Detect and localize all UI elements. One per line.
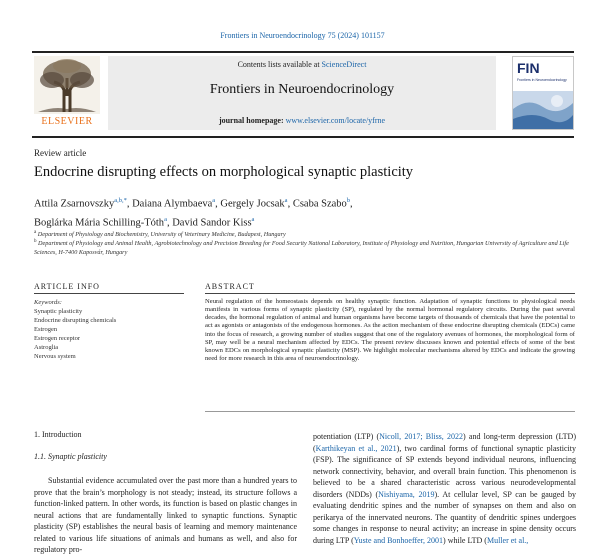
body-text: ), two cardinal forms of functional synaptic plasticity (FSP). The significance of SP extends beyond individual neurons, influencing network connectivity, behavior, and overall brain function. This phenomenon is believed to be a shared characteristic across various neurodevelopmental disorders (NDDs) ( (313, 443, 576, 499)
keyword-item: Astroglia (34, 344, 59, 351)
keyword-item: Endocrine disrupting chemicals (34, 317, 117, 324)
abstract-divider (205, 293, 575, 294)
affiliation-text: Department of Physiology and Biochemistry, University of Veterinary Medicine, Budapest, Hungary (37, 231, 286, 239)
body-text: ) and long-term depression (LTD) ( (313, 432, 576, 453)
abstract-text: Neural regulation of the homeostasis depends on healthy synaptic function. Adaptation of synaptic functions to physiological needs manifests in various forms of synaptic plasticity (SP), regulated by the normal hormonal regulatory circuits. During the past several decades, the hormonal regulation of animal and human organisms have become targets of thousands of chemicals that have the potential to act as agonists or antagonists of the endogenous hormones. As the action mechanism of these endocrine disrupting chemicals (EDCs) came into the focus of research, a growing number of studies suggest that one of the regulatory avenues of hormones, the morphological form of SP, may well be a neural mechanism affected by EDCs. The present review discusses known and potential effects of some of the best known EDCs on morphological synaptic plasticity (MSP). We highlight molecular mechanisms altered by EDCs and indicate the growing need for more research in this area of neuroendocrinology. (205, 298, 575, 363)
author-affiliation-mark[interactable]: a,b,* (114, 197, 127, 204)
author-affiliation-mark[interactable]: a (284, 197, 288, 204)
article-type: Review article (34, 148, 87, 158)
author-name[interactable]: Attila Zsarnovszky (34, 198, 115, 210)
affiliation-mark: b (34, 239, 37, 244)
header-bottom-divider (32, 136, 574, 138)
keyword-item: Nervous system (34, 353, 76, 360)
author-separator: , (126, 198, 133, 210)
citation-link[interactable]: Nicoll, 2017; Bliss, 2022 (379, 432, 464, 441)
author-list (34, 193, 574, 230)
citation-link[interactable]: Nishiyama, 2019 (378, 489, 435, 499)
journal-reference[interactable]: Frontiers in Neuroendocrinology 75 (2024) 101157 (220, 31, 385, 40)
article-title: Endocrine disrupting effects on morphological synaptic plasticity (34, 164, 414, 180)
body-text: ). At cellular level, SP can be gauged by evaluating dendritic spines and the number of synapses on them and also on perikarya of the innervated neurons. The quantity of dendritic spines undergoes some changes in response to neural activity; an increase in spine density occurs during LTP ( (313, 489, 576, 545)
author-name[interactable]: Boglárka Mária Schilling-Tóth (34, 217, 165, 228)
contents-prefix: Contents lists available at (237, 60, 322, 69)
affiliation-mark: a (34, 230, 37, 235)
contents-line (108, 60, 496, 69)
homepage-prefix: journal homepage: (218, 116, 286, 125)
keyword-item: Synaptic plasticity (34, 308, 83, 315)
author-affiliation-mark[interactable]: a (212, 197, 216, 204)
abstract-bottom-divider (205, 411, 575, 412)
journal-cover-image (513, 57, 573, 129)
section-heading-introduction: 1. Introduction (34, 430, 82, 439)
cover-abbrev: FIN (517, 60, 540, 76)
author-affiliation-mark[interactable]: b (346, 197, 351, 204)
elsevier-tree-icon (34, 56, 100, 114)
affiliation-b (34, 238, 574, 257)
journal-cover[interactable] (512, 56, 574, 130)
author-separator: , (166, 217, 173, 228)
author-affiliation-mark[interactable]: a (164, 215, 167, 223)
keywords-label: Keywords: (34, 299, 62, 306)
affiliation-text: Department of Physiology and Animal Health, Agrobiotechnology and Precision Breeding for Food Security National Laboratory, Institute of Physiology and Nutrition, Hungarian University of Agriculture and Life Sciences, H-7400 Kaposvár, Hungary (34, 240, 569, 256)
body-text-right-column (313, 431, 576, 546)
body-text: ) while LTD ( (443, 535, 487, 545)
subsection-heading: 1.1. Synaptic plasticity (34, 452, 107, 461)
cover-subtitle: Frontiers in Neuroendocrinology (517, 78, 567, 82)
sciencedirect-link[interactable]: ScienceDirect (321, 60, 367, 69)
author-affiliation-mark[interactable]: a (251, 215, 255, 223)
keyword-item: Estrogen (34, 326, 58, 333)
journal-homepage (108, 116, 496, 125)
citation-link[interactable]: Yuste and Bonhoeffer, 2001 (353, 535, 444, 545)
body-text-left-column: Substantial evidence accumulated over the past more than a hundred years to prove that the brain’s morphology is not steady; instead, its structure follows a function-linked pattern. In other words, its function is based on plastic changes in neural actions that are fundamentally linked to synaptic functions. Synaptic plasticity (SP) establishes the neural basis of learning and memory maintenance related to various life situations of animals and humans as well, and also for regulatory pro- (34, 476, 297, 554)
journal-title: Frontiers in Neuroendocrinology (209, 82, 395, 97)
keyword-item: Estrogen receptor (34, 335, 81, 342)
author-name[interactable]: Csaba Szabo (292, 198, 347, 210)
author-separator: , (215, 198, 221, 210)
article-info-divider (34, 293, 184, 294)
author-name[interactable]: Daiana Alymbaeva (132, 198, 213, 210)
header-divider (32, 51, 574, 53)
article-info-heading: ARTICLE INFO (34, 282, 100, 291)
publisher-name: ELSEVIER (41, 116, 93, 127)
citation-link[interactable]: Muller et al., (486, 535, 529, 545)
author-name[interactable]: David Sandor Kiss (172, 217, 252, 228)
citation-link[interactable]: Karthikeyan et al., 2021 (315, 443, 397, 453)
author-separator: , (350, 198, 353, 210)
author-separator: , (287, 198, 293, 210)
homepage-link[interactable]: www.elsevier.com/locate/yfrne (285, 116, 386, 125)
abstract-heading: ABSTRACT (205, 282, 255, 291)
body-text: potentiation (LTP) ( (313, 432, 380, 441)
author-name[interactable]: Gergely Jocsak (220, 198, 285, 210)
